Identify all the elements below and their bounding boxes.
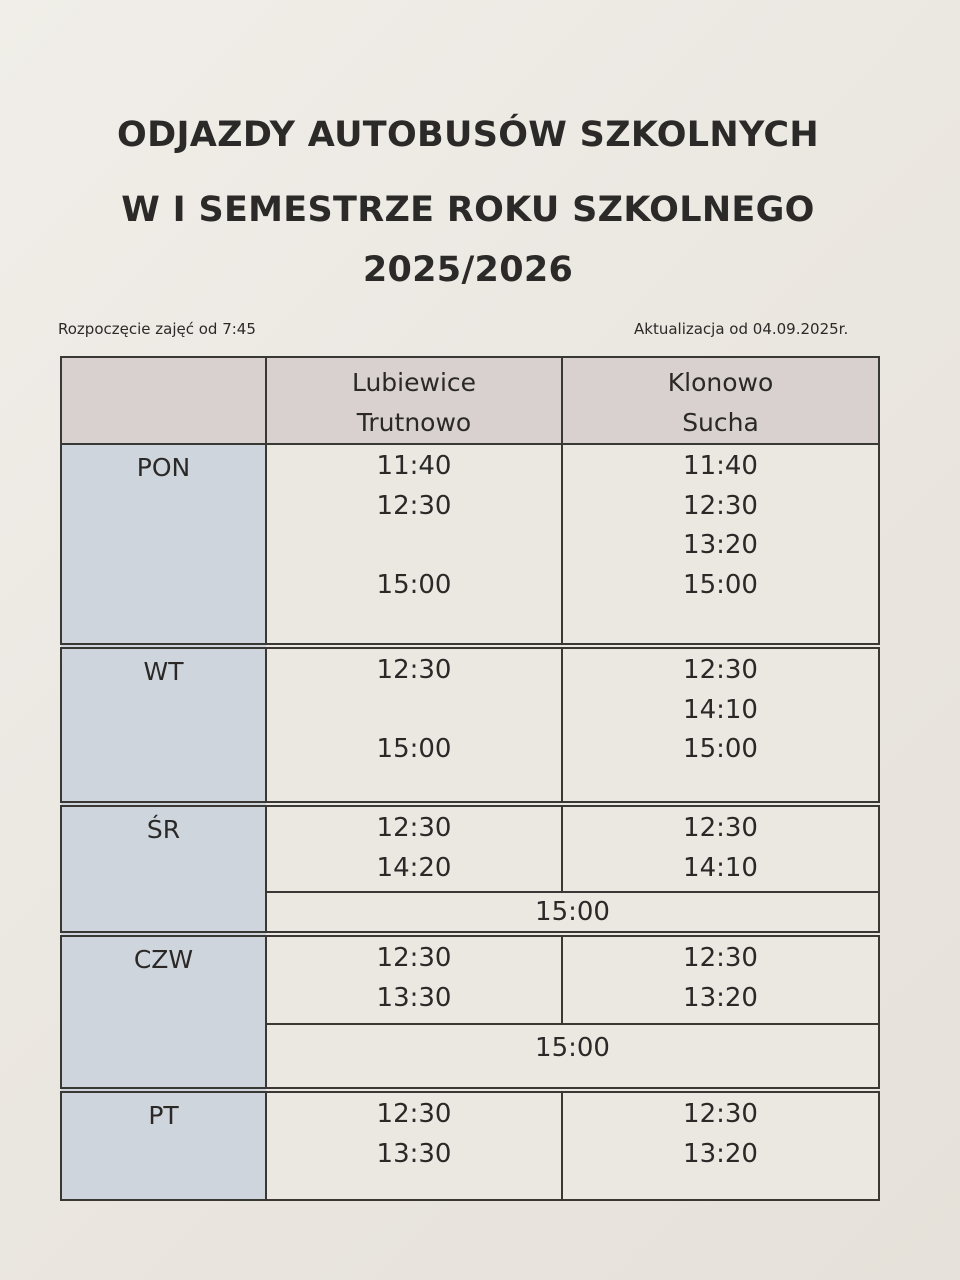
- day-label-wt: WT: [61, 646, 266, 804]
- route2-times-pon: [562, 444, 879, 646]
- time-entry: 12:30: [376, 490, 452, 521]
- time-entry: 15:00: [683, 569, 758, 600]
- time-entry: 12:30: [683, 943, 758, 973]
- time-entry: [267, 526, 561, 566]
- time-entry: 12:30: [683, 490, 758, 521]
- time-entry: 15:00: [376, 734, 452, 764]
- route1-times-pon: [266, 444, 562, 646]
- route1-times-wt: [266, 646, 562, 804]
- title-line-1: ODJAZDY AUTOBUSÓW SZKOLNYCH: [117, 115, 819, 155]
- table-row: [61, 804, 879, 892]
- title-line-2: W I SEMESTRZE ROKU SZKOLNEGO: [121, 190, 815, 230]
- day-group-wt: [61, 646, 879, 804]
- route2-header-line2: Sucha: [682, 407, 759, 437]
- route1-header-line1: Lubiewice: [351, 368, 477, 397]
- time-entry: 11:40: [376, 451, 452, 481]
- day-group-pon: [61, 444, 879, 646]
- time-entry: 13:30: [376, 982, 452, 1013]
- update-note: Aktualizacja od 04.09.2025r.: [634, 320, 849, 338]
- day-group-czw: [61, 934, 879, 1090]
- route2-times-sr: [562, 804, 879, 892]
- route2-times-czw: [562, 934, 879, 1024]
- route2-header: [562, 357, 879, 444]
- time-entry: 12:30: [683, 655, 758, 685]
- time-entry: 12:30: [376, 1099, 452, 1129]
- table-row: [61, 646, 879, 804]
- table-row: [61, 444, 879, 646]
- bus-schedule-table: [60, 356, 880, 1201]
- table-row: [61, 934, 879, 1024]
- time-entry: 12:30: [683, 1099, 758, 1129]
- time-entry: 12:30: [683, 813, 758, 843]
- route1-times-sr: [266, 804, 562, 892]
- shared-time-sr: 15:00: [266, 892, 879, 934]
- time-entry: 13:20: [683, 530, 758, 560]
- route1-times-czw: [266, 934, 562, 1024]
- time-entry: 15:00: [376, 569, 452, 600]
- header-row: [61, 357, 879, 444]
- header-corner-cell: [61, 357, 266, 444]
- route1-header: [266, 357, 562, 444]
- day-label-sr: ŚR: [61, 804, 266, 934]
- time-entry: 13:30: [376, 1138, 452, 1169]
- time-entry: 11:40: [683, 451, 758, 481]
- day-label-pt: PT: [61, 1090, 266, 1200]
- time-entry: 12:30: [376, 943, 452, 973]
- route1-times-pt: [266, 1090, 562, 1200]
- time-entry: 13:20: [683, 982, 758, 1013]
- day-label-pon: PON: [61, 444, 266, 646]
- time-entry: 14:10: [683, 694, 758, 725]
- shared-time-czw: 15:00: [266, 1024, 879, 1090]
- time-entry: 12:30: [376, 813, 452, 843]
- time-entry: 14:20: [376, 852, 452, 883]
- time-entry: 12:30: [376, 655, 452, 685]
- time-entry: [267, 691, 561, 731]
- start-note: Rozpoczęcie zajęć od 7:45: [58, 320, 256, 338]
- time-entry: 14:10: [683, 852, 758, 883]
- table-row: [61, 1090, 879, 1200]
- time-entry: 15:00: [683, 734, 758, 764]
- route2-times-pt: [562, 1090, 879, 1200]
- route1-header-line2: Trutnowo: [356, 407, 472, 437]
- day-group-sr: [61, 804, 879, 934]
- route2-header-line1: Klonowo: [667, 368, 774, 397]
- route2-times-wt: [562, 646, 879, 804]
- day-label-czw: CZW: [61, 934, 266, 1090]
- title-year: 2025/2026: [362, 250, 574, 290]
- time-entry: 13:20: [683, 1138, 758, 1169]
- day-group-pt: [61, 1090, 879, 1200]
